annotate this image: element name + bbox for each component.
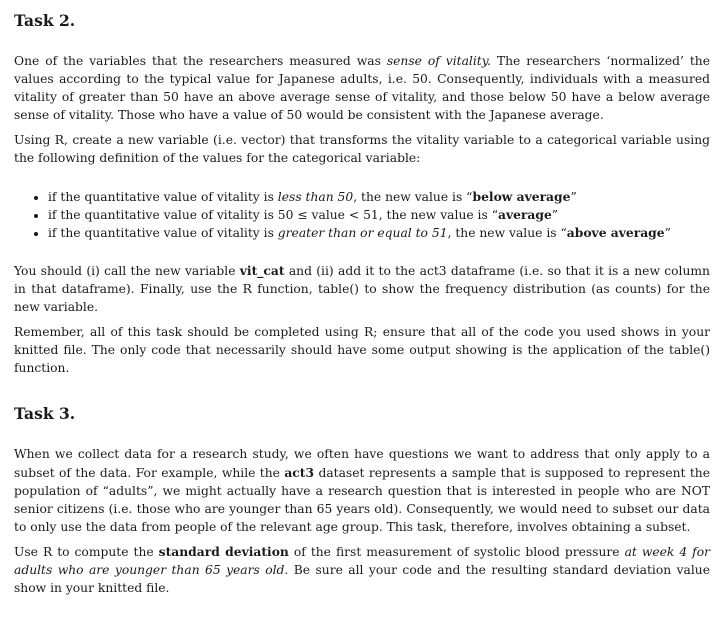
task3-p1-text-2: dataset represents a sample that is supposed to represent the population of “adults”, we might actually have a research question that is interested in people who are NOT senior citizens (i.e. those who are younger than 65 years old). Consequently, we would need to subset our data to only use the data from people of the relevant age group. This task, therefore, involves obtaining a subset. bbox=[14, 465, 710, 534]
bullet-1-text-1: if the quantitative value of vitality is bbox=[48, 189, 278, 204]
task2-p1-text-1: One of the variables that the researchers measured was bbox=[14, 54, 387, 68]
bullet-3-emphasis: greater than or equal to 51 bbox=[277, 225, 448, 240]
bullet-3-value: above average bbox=[566, 224, 665, 240]
bullet-3-text-1: if the quantitative value of vitality is bbox=[48, 225, 278, 240]
bullet-1-value: below average bbox=[472, 188, 571, 204]
task3-paragraph-1 bbox=[14, 445, 710, 535]
task3-p2-text-1: Use R to compute the bbox=[14, 544, 159, 559]
task2-heading: Task 2. bbox=[14, 11, 76, 30]
task3-paragraph-2 bbox=[14, 543, 710, 597]
task2-paragraph-1 bbox=[14, 52, 710, 124]
task3-p2-text-3: Be sure all your code and the resulting standard deviation value show in your knitted file. bbox=[14, 562, 710, 596]
bullet-1-text-3: ” bbox=[570, 189, 577, 204]
task2-p1-text-2: The researchers ‘normalized’ the values according to the typical value for Japanese adults, i.e. 50. Consequently, individuals with a measured vitality of greater than 50 have an above average sense of vitality, and those below 50 have a below average sense of vitality. Those who have a value of 50 would be consistent with the Japanese average. bbox=[14, 54, 710, 123]
task2-paragraph-2: Using R, create a new variable (i.e. vector) that transforms the vitality variable to a categorical variable using the following definition of the values for the categorical variable: bbox=[14, 133, 710, 166]
list-item-below-average bbox=[48, 188, 710, 206]
bullet-3-text-3: ” bbox=[664, 225, 671, 240]
task2-p1-emphasis: sense of vitality. bbox=[386, 54, 491, 68]
task2-paragraph-3 bbox=[14, 262, 710, 316]
bullet-2-text-2: ” bbox=[551, 207, 559, 222]
dataset-name-act3: act3 bbox=[284, 464, 315, 480]
task2-p3-text-2: and (ii) add it to the act3 dataframe (i.e. so that it is a new column in that dataframe). Finally, use the R function, table() to show the frequency distribution (as counts) for the new variable. bbox=[14, 263, 710, 315]
bullet-2-text-1: if the quantitative value of vitality is 50 ≤ value < 51, the new value is “ bbox=[48, 207, 498, 222]
task2-paragraph-4: Remember, all of this task should be completed using R; ensure that all of the code you used shows in your knitted file. The only code that necessarily should have some output showing is the application of the table() function. bbox=[14, 325, 710, 376]
task3-heading: Task 3. bbox=[14, 404, 76, 424]
bullet-1-text-2: , the new value is “ bbox=[353, 189, 473, 204]
task3-p1-text-1: When we collect data for a research study, we often have questions we want to address that only apply to a subset of the data. For example, while the bbox=[14, 447, 710, 480]
bullet-1-emphasis: less than 50 bbox=[277, 189, 354, 204]
variable-name-vit-cat: vit_cat bbox=[239, 262, 285, 278]
list-item-average bbox=[48, 206, 710, 224]
task2-p3-text-1: You should (i) call the new variable bbox=[14, 263, 240, 278]
task3-p2-emphasis: at week 4 for adults who are younger than 65 years old. bbox=[14, 544, 711, 577]
task3-p2-text-2: of the first measurement of systolic blood pressure bbox=[288, 544, 625, 559]
list-item-above-average bbox=[48, 224, 710, 242]
bullet-2-value: average bbox=[497, 206, 552, 222]
standard-deviation-term: standard deviation bbox=[158, 543, 289, 559]
bullet-3-text-2: , the new value is “ bbox=[447, 225, 567, 240]
category-definition-list bbox=[14, 188, 710, 242]
